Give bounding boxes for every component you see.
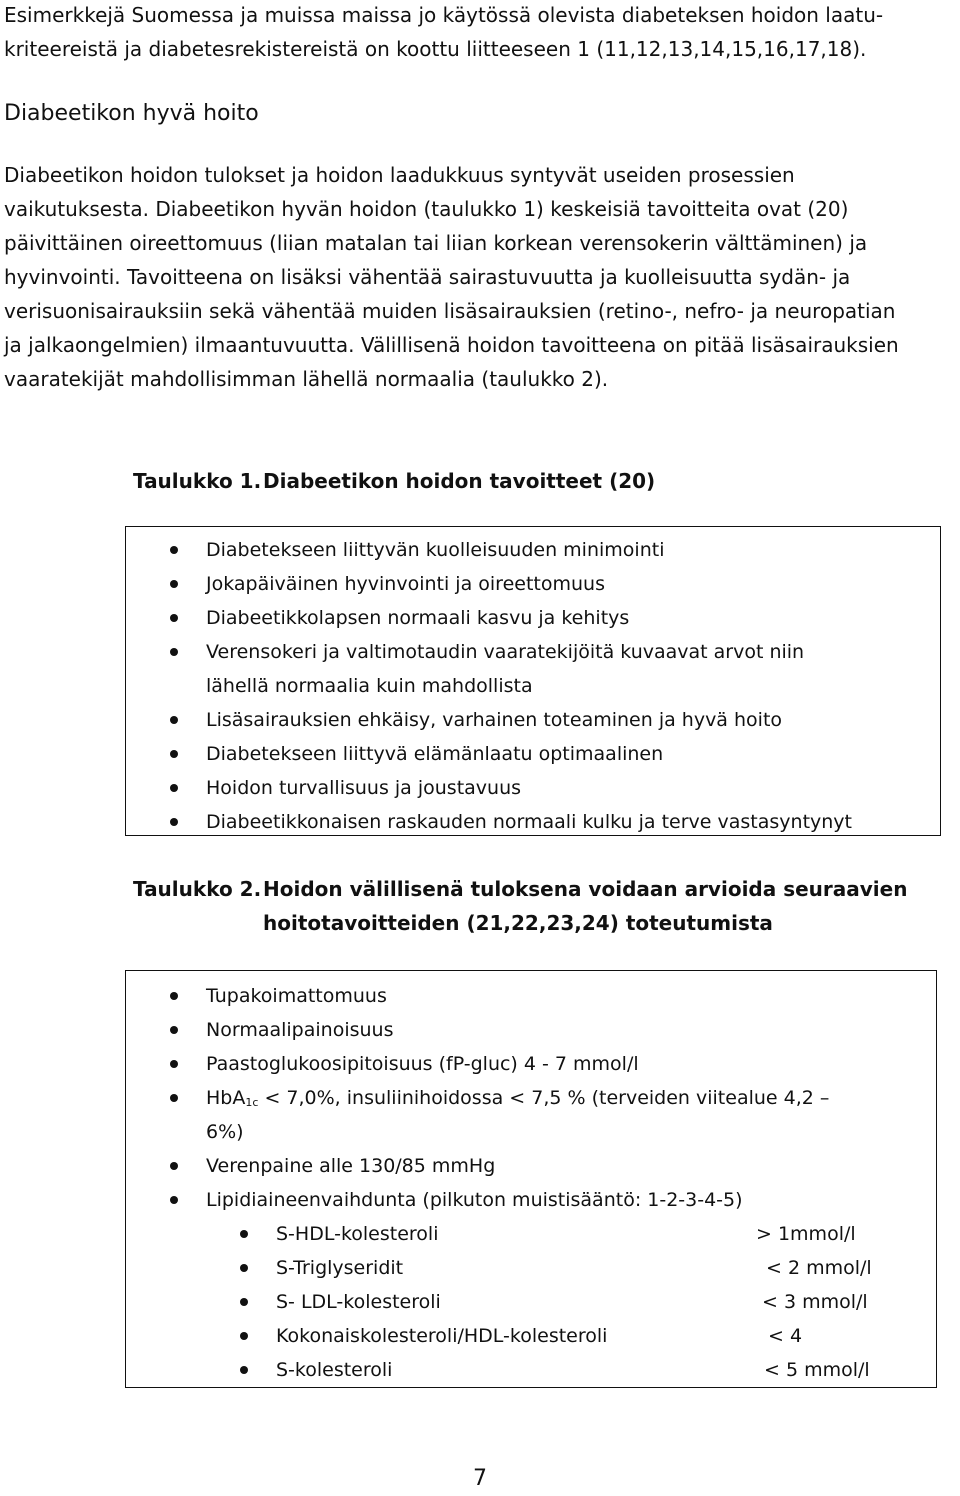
lipid-target: < 3 mmol/l <box>762 1291 868 1313</box>
table2-box: Tupakoimattomuus Normaalipainoisuus Paastoglukoosipitoisuus (fP-gluc) 4 - 7 mmol/l HbA$_{1c}$ < 7,0%, insuliinihoidossa < 7,5 % (terveiden viitealue 4,2 – 6%) Verenpaine alle 130/85 mmHg Lipidiaineenvaihdunta (pilkuton muistisääntö: 1-2-3-4-5) S-HDL-kolesteroli > 1mmol/l S-Triglyseridit < 2 mmol/l S- LDL-kolesteroli < 3 mmol/l Kokonaiskolesteroli/HDL-kolesteroli < 4 S-kolesteroli < 5 mmol/l <box>125 970 937 1388</box>
table1-label: Taulukko 1. <box>133 469 262 493</box>
bullet-icon <box>170 580 178 588</box>
lipid-target: > 1mmol/l <box>756 1223 856 1245</box>
body-line: vaikutuksesta. Diabeetikon hyvän hoidon (taulukko 1) keskeisiä tavoitteita ovat (20) <box>4 197 849 221</box>
bullet-icon <box>170 1060 178 1068</box>
lipid-name: S- LDL-kolesteroli <box>276 1291 441 1313</box>
bullet-icon <box>170 614 178 622</box>
lipid-target: < 5 mmol/l <box>764 1359 870 1381</box>
table1-caption <box>133 464 893 498</box>
page-number: 7 <box>473 1466 487 1491</box>
bullet-icon <box>240 1366 248 1374</box>
bullet-icon <box>170 1162 178 1170</box>
bullet-icon <box>170 716 178 724</box>
table2-title-line: Hoidon välillisenä tuloksena voidaan arvioida seuraavien <box>263 877 908 901</box>
body-line: verisuonisairauksiin sekä vähentää muiden lisäsairauksien (retino-, nefro- ja neuropatian <box>4 299 896 323</box>
bullet-icon <box>170 546 178 554</box>
bullet-icon <box>240 1332 248 1340</box>
body-line: Diabeetikon hoidon tulokset ja hoidon laadukkuus syntyvät useiden prosessien <box>4 163 795 187</box>
section-heading: Diabeetikon hyvä hoito <box>4 101 259 126</box>
table2-label: Taulukko 2. <box>133 877 262 901</box>
bullet-icon <box>170 1094 178 1102</box>
lipid-target: < 2 mmol/l <box>766 1257 872 1279</box>
bullet-icon <box>170 1026 178 1034</box>
intro-line: Esimerkkejä Suomessa ja muissa maissa jo käytössä olevista diabeteksen hoidon laatu- <box>4 3 884 27</box>
bullet-icon <box>240 1298 248 1306</box>
intro-line: kriteereistä ja diabetesrekistereistä on koottu liitteeseen 1 (11,12,13,14,15,16,17,18). <box>4 37 867 61</box>
lipid-name: S-HDL-kolesteroli <box>276 1223 439 1245</box>
bullet-icon <box>170 1196 178 1204</box>
table2-caption <box>133 872 913 940</box>
bullet-icon <box>240 1264 248 1272</box>
bullet-icon <box>240 1230 248 1238</box>
table1-title: Diabeetikon hoidon tavoitteet (20) <box>263 469 656 493</box>
bullet-icon <box>170 818 178 826</box>
lipid-name: S-kolesteroli <box>276 1359 393 1381</box>
bullet-icon <box>170 992 178 1000</box>
body-line: päivittäinen oireettomuus (liian matalan tai liian korkean verensokerin välttäminen) ja <box>4 231 868 255</box>
bullet-icon <box>170 750 178 758</box>
body-line: vaaratekijät mahdollisimman lähellä normaalia (taulukko 2). <box>4 367 609 391</box>
body-line: ja jalkaongelmien) ilmaantuvuutta. Välillisenä hoidon tavoitteena on pitää lisäsairauksien <box>4 333 899 357</box>
bullet-icon <box>170 648 178 656</box>
table2-title-line: hoitotavoitteiden (21,22,23,24) toteutumista <box>263 911 773 935</box>
lipid-name: Kokonaiskolesteroli/HDL-kolesteroli <box>276 1325 608 1347</box>
lipid-target: < 4 <box>768 1325 803 1347</box>
intro-paragraph <box>4 0 960 66</box>
lipid-name: S-Triglyseridit <box>276 1257 404 1279</box>
body-line: hyvinvointi. Tavoitteena on lisäksi vähentää sairastuvuutta ja kuolleisuutta sydän- ja <box>4 265 851 289</box>
body-paragraph <box>4 158 960 396</box>
bullet-icon <box>170 784 178 792</box>
table1-box: Diabetekseen liittyvän kuolleisuuden minimointi Jokapäiväinen hyvinvointi ja oireettomuus Diabeetikkolapsen normaali kasvu ja kehitys Verensokeri ja valtimotaudin vaaratekijöitä kuvaavat arvot niin lähellä normaalia kuin mahdollista Lisäsairauksien ehkäisy, varhainen toteaminen ja hyvä hoito Diabetekseen liittyvä elämänlaatu optimaalinen Hoidon turvallisuus ja joustavuus Diabeetikkonaisen raskauden normaali kulku ja terve vastasyntynyt <box>125 526 941 836</box>
